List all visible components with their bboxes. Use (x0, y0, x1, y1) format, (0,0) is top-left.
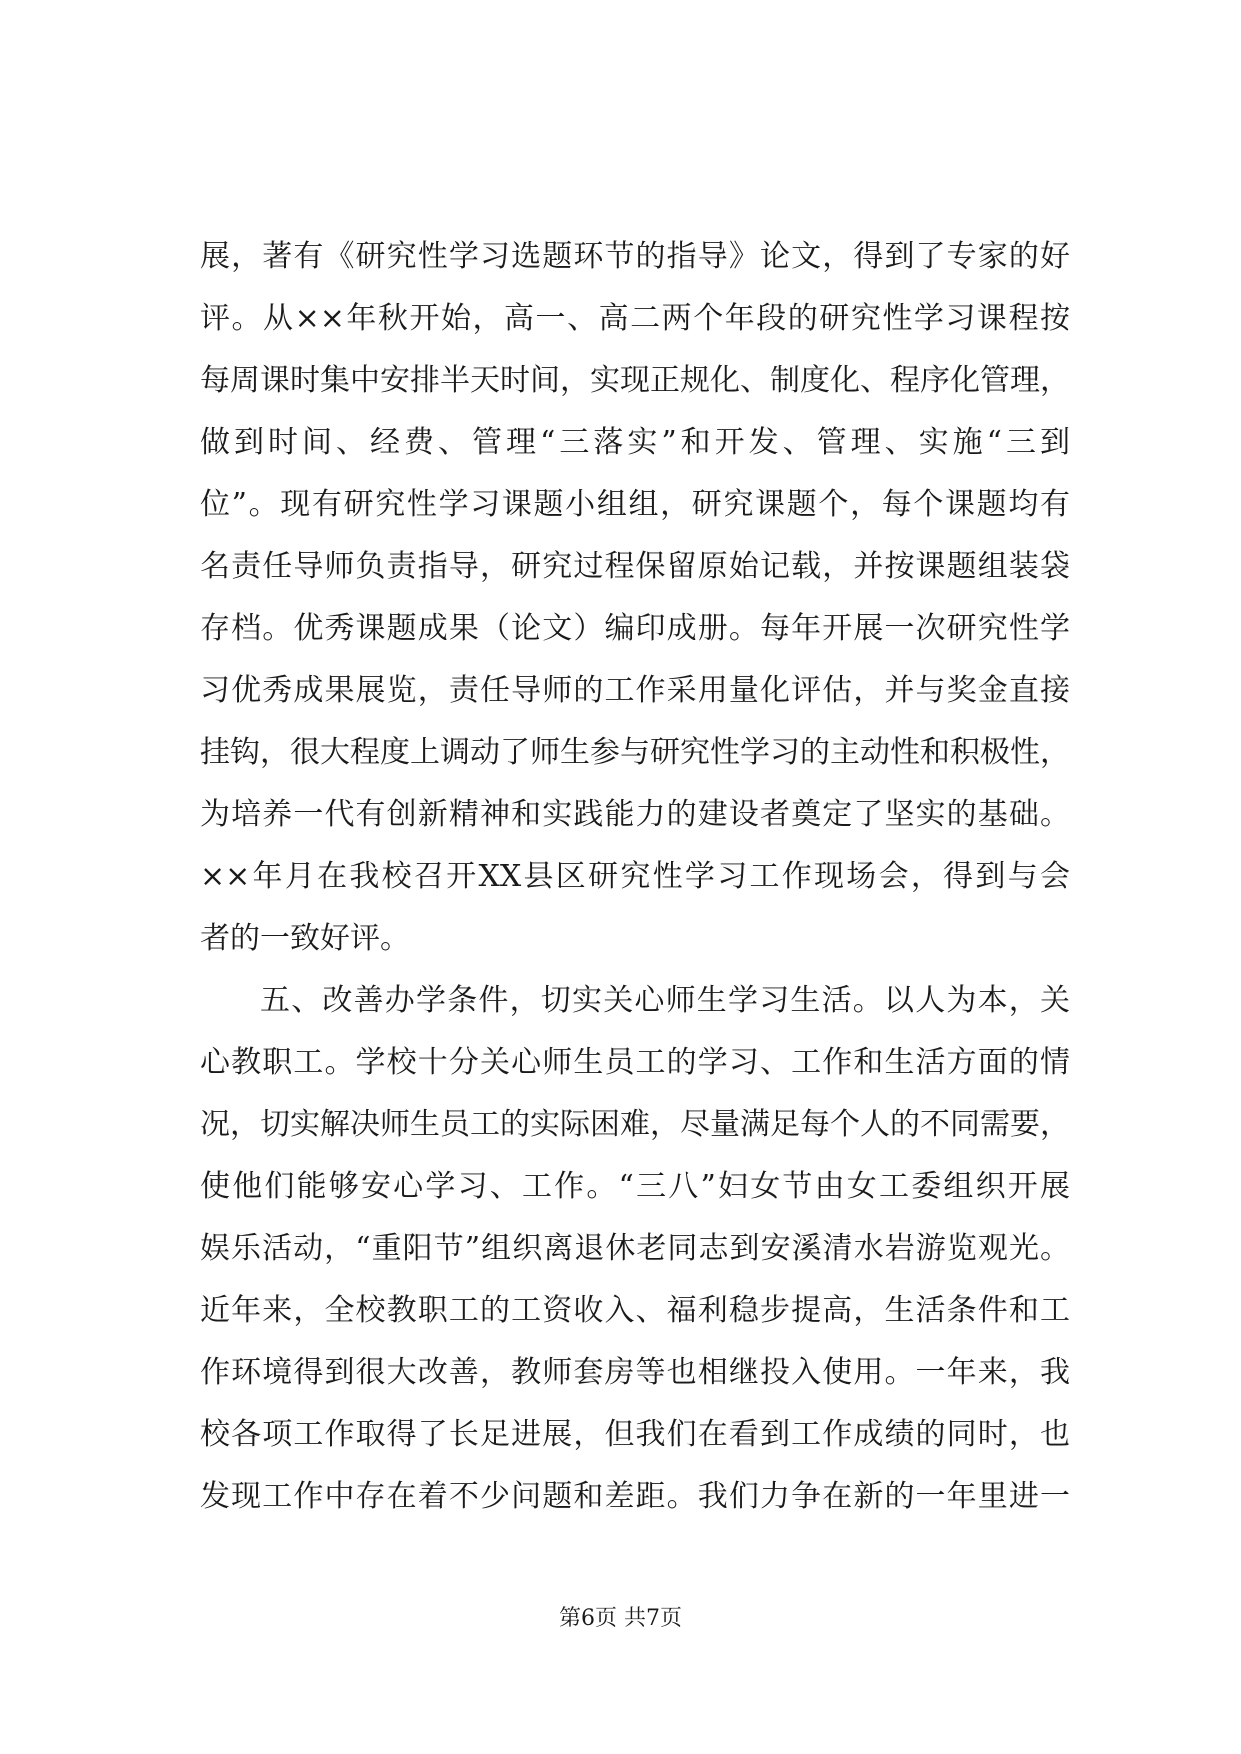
text-line: 近年来，全校教职工的工资收入、福利稳步提高，生活条件和工 (200, 1293, 1070, 1328)
text-line: 每周课时集中安排半天时间，实现正规化、制度化、程序化管理， (200, 363, 1070, 398)
text-line: 展，著有《研究性学习选题环节的指导》论文，得到了专家的好 (200, 239, 1070, 274)
text-line: 使他们能够安心学习、工作。“三八”妇女节由女工委组织开展 (200, 1169, 1070, 1204)
text-line: 评。从××年秋开始，高一、高二两个年段的研究性学习课程按 (200, 301, 1070, 336)
text-line: ××年月在我校召开XX县区研究性学习工作现场会，得到与会 (200, 859, 1070, 894)
text-line: 名责任导师负责指导，研究过程保留原始记载，并按课题组装袋 (200, 549, 1070, 584)
text-line: 心教职工。学校十分关心师生员工的学习、工作和生活方面的情 (200, 1045, 1070, 1080)
document-body (200, 226, 1070, 1528)
text-line: 习优秀成果展览，责任导师的工作采用量化评估，并与奖金直接 (200, 673, 1070, 708)
text-line: 娱乐活动，“重阳节”组织离退休老同志到安溪清水岩游览观光。 (200, 1231, 1070, 1266)
text-line: 发现工作中存在着不少问题和差距。我们力争在新的一年里进一 (200, 1479, 1070, 1514)
text-line: 位”。现有研究性学习课题小组组，研究课题个，每个课题均有 (200, 487, 1070, 522)
text-line: 校各项工作取得了长足进展，但我们在看到工作成绩的同时，也 (200, 1417, 1070, 1452)
page-footer (0, 1604, 1241, 1634)
text-line: 挂钩，很大程度上调动了师生参与研究性学习的主动性和积极性， (200, 735, 1070, 770)
text-line: 五、改善办学条件，切实关心师生学习生活。以人为本，关 (260, 983, 1070, 1018)
paragraph-1 (200, 226, 1070, 970)
text-line: 为培养一代有创新精神和实践能力的建设者奠定了坚实的基础。 (200, 797, 1070, 832)
text-line: 况，切实解决师生员工的实际困难，尽量满足每个人的不同需要， (200, 1107, 1070, 1142)
page-number-label: 第6页 共7页 (559, 1606, 682, 1631)
text-line: 者的一致好评。 (200, 921, 410, 956)
text-line: 作环境得到很大改善，教师套房等也相继投入使用。一年来，我 (200, 1355, 1070, 1390)
text-line: 存档。优秀课题成果（论文）编印成册。每年开展一次研究性学 (200, 611, 1070, 646)
text-line: 做到时间、经费、管理“三落实”和开发、管理、实施“三到 (200, 425, 1070, 460)
paragraph-2 (200, 970, 1070, 1528)
